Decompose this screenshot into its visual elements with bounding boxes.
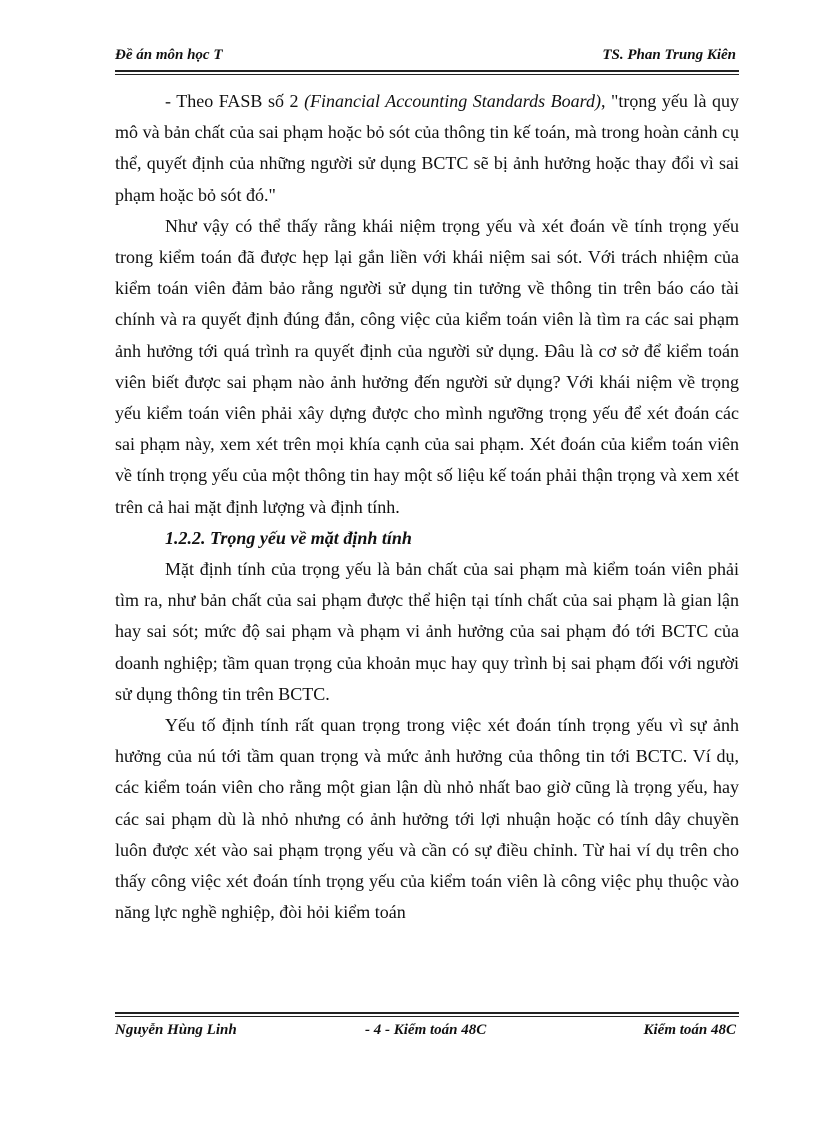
footer-page-number: - 4 - Kiểm toán 48C bbox=[365, 1022, 487, 1038]
paragraph-qualitative-aspect: Mặt định tính của trọng yếu là bản chất của sai phạm mà kiểm toán viên phải tìm ra, như bản chất của sai phạm được thể hiện tại tính chất của sai phạm là gian lận hay sai sót; mức độ sai phạm và phạm vi ảnh hưởng của sai phạm đó tới BCTC của doanh nghiệp; tầm quan trọng của khoản mục hay quy trình bị sai phạm đối với người sử dụng thông tin trên BCTC. bbox=[115, 559, 739, 704]
paragraph-qualitative-factors: Yếu tố định tính rất quan trọng trong việc xét đoán tính trọng yếu vì sự ảnh hưởng của nú tới tầm quan trọng và mức ảnh hưởng của thông tin tới BCTC. Ví dụ, các kiểm toán viên cho rằng một gian lận dù nhỏ nhất bao giờ cũng là trọng yếu, hay các sai phạm dù là nhỏ nhưng có ảnh hưởng tới lợi nhuận hoặc có tính dây chuyền luôn được xét vào sai phạm trọng yếu và cần có sự điều chỉnh. Từ hai ví dụ trên cho thấy công việc xét đoán tính trọng yếu của kiểm toán viên là công việc phụ thuộc vào năng lực nghề nghiệp, đòi hỏi kiểm toán bbox=[115, 715, 739, 923]
footer-class: Kiểm toán 48C bbox=[643, 1022, 736, 1038]
footer-author: Nguyễn Hùng Linh bbox=[115, 1022, 237, 1038]
page-footer bbox=[115, 1022, 736, 1044]
header-course-title: Đề án môn học T bbox=[115, 47, 223, 63]
page-body bbox=[115, 86, 739, 928]
header-supervisor: TS. Phan Trung Kiên bbox=[602, 47, 736, 63]
page-header bbox=[115, 47, 736, 69]
footer-divider bbox=[115, 1012, 739, 1017]
paragraph-fasb-quote: , "trọng yếu là quy mô và bản chất của sai phạm hoặc bỏ sót của thông tin kế toán, mà trong hoàn cảnh cụ thể, quyết định của những người sử dụng BCTC sẽ bị ảnh hưởng hoặc thay đổi vì sai phạm hoặc bỏ sót đó." bbox=[115, 91, 739, 205]
paragraph-fasb-italic: (Financial Accounting Standards Board) bbox=[304, 91, 601, 111]
paragraph-fasb-definition bbox=[115, 86, 739, 211]
header-divider bbox=[115, 70, 739, 75]
paragraph-materiality-concept: Như vậy có thể thấy rằng khái niệm trọng yếu và xét đoán về tính trọng yếu trong kiểm toán đã được hẹp lại gắn liền với khái niệm sai sót. Với trách nhiệm của kiểm toán viên đảm bảo rằng người sử dụng tin tưởng về thông tin trên báo cáo tài chính và ra quyết định đúng đắn, công việc của kiểm toán viên là tìm ra các sai phạm ảnh hưởng tới quá trình ra quyết định của người sử dụng. Đâu là cơ sở để kiểm toán viên biết được sai phạm nào ảnh hưởng đến người sử dụng? Với khái niệm về trọng yếu kiểm toán viên phải xây dựng được cho mình ngưỡng trọng yếu để xét đoán các sai phạm này, xem xét trên mọi khía cạnh của sai phạm. Xét đoán của kiểm toán viên về tính trọng yếu của một thông tin hay một số liệu kế toán phải thận trọng và xem xét trên cả hai mặt định lượng và định tính. bbox=[115, 215, 739, 517]
section-heading: 1.2.2. Trọng yếu về mặt định tính bbox=[165, 527, 412, 548]
paragraph-fasb-lead: - Theo FASB số 2 bbox=[165, 91, 305, 111]
